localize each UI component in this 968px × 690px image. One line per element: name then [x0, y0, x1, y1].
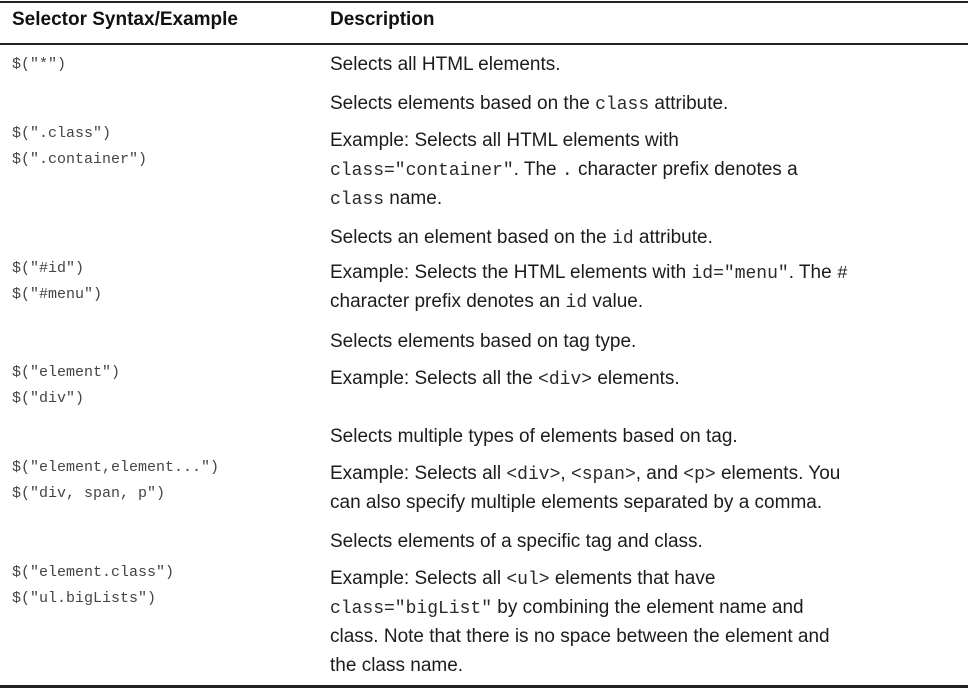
header-rule — [0, 43, 968, 45]
example-element-class-line-2: class="bigList" by combining the element name and — [330, 597, 804, 619]
syntax-universal: $("*") — [12, 56, 67, 73]
syntax-multiple: $("element,element...") — [12, 459, 220, 476]
example-class: $(".container") — [12, 151, 148, 168]
example-multiple: $("div, span, p") — [12, 485, 166, 502]
example-id-line-1: Example: Selects the HTML elements with id="menu". The # — [330, 262, 848, 284]
example-element-class: $("ul.bigLists") — [12, 590, 157, 607]
syntax-element: $("element") — [12, 364, 121, 381]
summary-universal: Selects all HTML elements. — [330, 54, 561, 75]
summary-multiple: Selects multiple types of elements based on tag. — [330, 426, 738, 447]
example-class-line-2: class="container". The . character prefix denotes a — [330, 159, 798, 181]
example-class-line-3: class name. — [330, 188, 443, 210]
example-element-class-line-4: the class name. — [330, 655, 464, 676]
example-id-line-2: character prefix denotes an id value. — [330, 291, 644, 313]
example-element: $("div") — [12, 390, 85, 407]
example-id: $("#menu") — [12, 286, 103, 303]
example-multiple-line-1: Example: Selects all <div>, <span>, and <p> elements. You — [330, 463, 841, 485]
table-bottom-rule — [0, 685, 968, 688]
table-top-rule — [0, 1, 968, 3]
header-selector-syntax: Selector Syntax/Example — [12, 9, 238, 30]
summary-element-class: Selects elements of a specific tag and class. — [330, 531, 703, 552]
example-class-line-1: Example: Selects all HTML elements with — [330, 130, 679, 151]
summary-element: Selects elements based on tag type. — [330, 331, 637, 352]
example-element-line-1: Example: Selects all the <div> elements. — [330, 368, 680, 390]
example-element-class-line-3: class. Note that there is no space between the element and — [330, 626, 830, 647]
example-element-class-line-1: Example: Selects all <ul> elements that have — [330, 568, 716, 590]
syntax-id: $("#id") — [12, 260, 85, 277]
example-multiple-line-2: can also specify multiple elements separated by a comma. — [330, 492, 823, 513]
syntax-class: $(".class") — [12, 125, 112, 142]
summary-class: Selects elements based on the class attribute. — [330, 93, 729, 115]
header-description: Description — [330, 9, 435, 30]
summary-id: Selects an element based on the id attribute. — [330, 227, 713, 249]
syntax-element-class: $("element.class") — [12, 564, 175, 581]
